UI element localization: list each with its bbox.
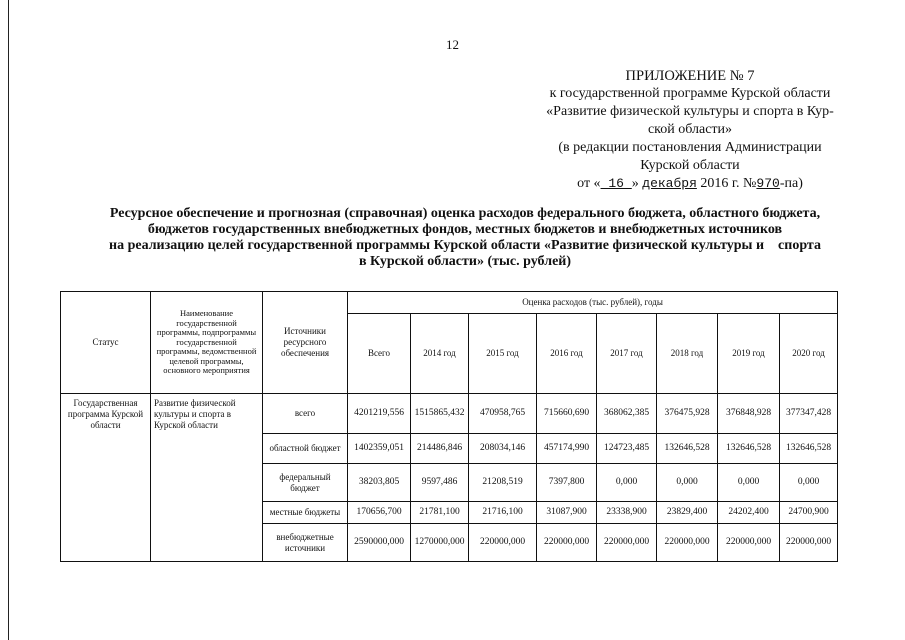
- value-cell: 31087,900: [537, 502, 597, 524]
- date-prefix: от «: [577, 176, 601, 191]
- value-cell: 208034,146: [469, 434, 537, 464]
- header-year-total: Всего: [348, 314, 411, 394]
- value-cell: 21781,100: [411, 502, 469, 524]
- header-year-2020: 2020 год: [780, 314, 838, 394]
- value-cell: 715660,690: [537, 394, 597, 434]
- value-cell: 132646,528: [718, 434, 780, 464]
- date-day: 16: [600, 176, 632, 191]
- appendix-date-line: [520, 175, 860, 193]
- value-cell: 470958,765: [469, 394, 537, 434]
- table-row: [61, 394, 838, 434]
- value-cell: 24700,900: [780, 502, 838, 524]
- source-cell: местные бюджеты: [263, 502, 348, 524]
- value-cell: 368062,385: [597, 394, 657, 434]
- header-name: Наименование государственной программы, подпрограммы государственной программы, ведомственной целевой программы, основного мероприятия: [151, 292, 263, 394]
- title-line-4: в Курской области» (тыс. рублей): [358, 254, 572, 269]
- source-cell: внебюджетные источники: [263, 524, 348, 562]
- value-cell: 220000,000: [718, 524, 780, 562]
- header-sources: Источники ресурсного обеспечения: [263, 292, 348, 394]
- value-cell: 7397,800: [537, 464, 597, 502]
- appendix-line-5: Курской области: [640, 158, 740, 173]
- value-cell: 23338,900: [597, 502, 657, 524]
- value-cell: 220000,000: [597, 524, 657, 562]
- appendix-title: ПРИЛОЖЕНИЕ № 7: [625, 68, 755, 84]
- value-cell: 24202,400: [718, 502, 780, 524]
- value-cell: 0,000: [780, 464, 838, 502]
- value-cell: 457174,990: [537, 434, 597, 464]
- source-cell: федеральный бюджет: [263, 464, 348, 502]
- page-left-edge-line: [8, 0, 9, 640]
- value-cell: 220000,000: [780, 524, 838, 562]
- date-month: декабря: [642, 176, 697, 191]
- value-cell: 9597,486: [411, 464, 469, 502]
- value-cell: 2590000,000: [348, 524, 411, 562]
- appendix-line-2: «Развитие физической культуры и спорта в Кур-: [546, 104, 834, 119]
- document-title: [55, 206, 875, 270]
- document-number: 970: [756, 176, 780, 191]
- status-cell: Государственная программа Курской области: [61, 394, 151, 562]
- source-cell: всего: [263, 394, 348, 434]
- date-mid: »: [631, 176, 643, 191]
- value-cell: 376848,928: [718, 394, 780, 434]
- title-line-2: бюджетов государственных внебюджетных фондов, местных бюджетов и внебюджетных источников: [147, 222, 783, 237]
- value-cell: 21716,100: [469, 502, 537, 524]
- value-cell: 1402359,051: [348, 434, 411, 464]
- date-year: 2016 г. №: [696, 176, 757, 191]
- header-year-2014: 2014 год: [411, 314, 469, 394]
- header-year-2017: 2017 год: [597, 314, 657, 394]
- resource-table: [60, 291, 838, 562]
- value-cell: 0,000: [657, 464, 718, 502]
- value-cell: 4201219,556: [348, 394, 411, 434]
- value-cell: 1270000,000: [411, 524, 469, 562]
- value-cell: 132646,528: [657, 434, 718, 464]
- header-year-2019: 2019 год: [718, 314, 780, 394]
- value-cell: 0,000: [597, 464, 657, 502]
- value-cell: 38203,805: [348, 464, 411, 502]
- header-estimate: Оценка расходов (тыс. рублей), годы: [348, 292, 838, 314]
- value-cell: 214486,846: [411, 434, 469, 464]
- value-cell: 23829,400: [657, 502, 718, 524]
- value-cell: 220000,000: [469, 524, 537, 562]
- value-cell: 220000,000: [537, 524, 597, 562]
- date-suffix: -па): [779, 176, 803, 191]
- header-year-2016: 2016 год: [537, 314, 597, 394]
- value-cell: 0,000: [718, 464, 780, 502]
- appendix-line-3: ской области»: [647, 122, 733, 137]
- value-cell: 1515865,432: [411, 394, 469, 434]
- value-cell: 376475,928: [657, 394, 718, 434]
- appendix-line-1: к государственной программе Курской области: [549, 86, 831, 101]
- value-cell: 21208,519: [469, 464, 537, 502]
- header-year-2018: 2018 год: [657, 314, 718, 394]
- value-cell: 124723,485: [597, 434, 657, 464]
- header-year-2015: 2015 год: [469, 314, 537, 394]
- value-cell: 170656,700: [348, 502, 411, 524]
- title-line-3: на реализацию целей государственной программы Курской области «Развитие физической культуры и спорта: [109, 238, 821, 253]
- appendix-header: [520, 67, 860, 193]
- value-cell: 377347,428: [780, 394, 838, 434]
- appendix-line-4: (в редакции постановления Администрации: [558, 140, 822, 155]
- value-cell: 220000,000: [657, 524, 718, 562]
- page-number: 12: [446, 37, 459, 52]
- value-cell: 132646,528: [780, 434, 838, 464]
- source-cell: областной бюджет: [263, 434, 348, 464]
- header-status: Статус: [61, 292, 151, 394]
- title-line-1: Ресурсное обеспечение и прогнозная (справочная) оценка расходов федерального бюджета, областного бюджета,: [109, 206, 821, 221]
- program-name-cell: Развитие физической культуры и спорта в Курской области: [151, 394, 263, 562]
